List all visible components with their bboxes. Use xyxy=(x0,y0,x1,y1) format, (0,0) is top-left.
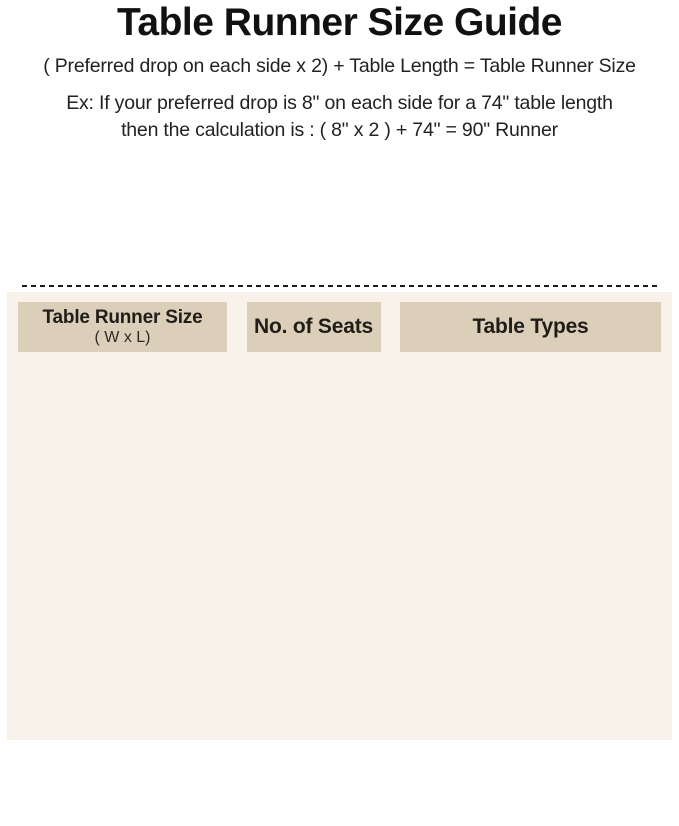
header-runner-size-sublabel: ( W x L) xyxy=(94,329,151,347)
header-seats-label: No. of Seats xyxy=(254,315,373,339)
example-line-1: Ex: If your preferred drop is 8" on each side for a 74" table length xyxy=(66,92,613,114)
size-table xyxy=(18,302,661,730)
header-runner-size-label: Table Runner Size xyxy=(42,307,203,329)
size-table-section xyxy=(7,292,672,740)
page-title: Table Runner Size Guide xyxy=(116,1,563,44)
example-line-2: then the calculation is : ( 8" x 2 ) + 74" = 90" Runner xyxy=(121,119,558,141)
dashed-divider xyxy=(22,285,657,287)
drop-labels-row xyxy=(0,251,679,282)
header-runner-size xyxy=(18,302,227,352)
header-table-types xyxy=(400,302,661,352)
formula-text: ( Preferred drop on each side x 2) + Table Length = Table Runner Size xyxy=(43,55,636,77)
header-table-types-label: Table Types xyxy=(472,315,589,339)
drop-illustrations-row xyxy=(0,144,679,250)
header-seats xyxy=(247,302,381,352)
